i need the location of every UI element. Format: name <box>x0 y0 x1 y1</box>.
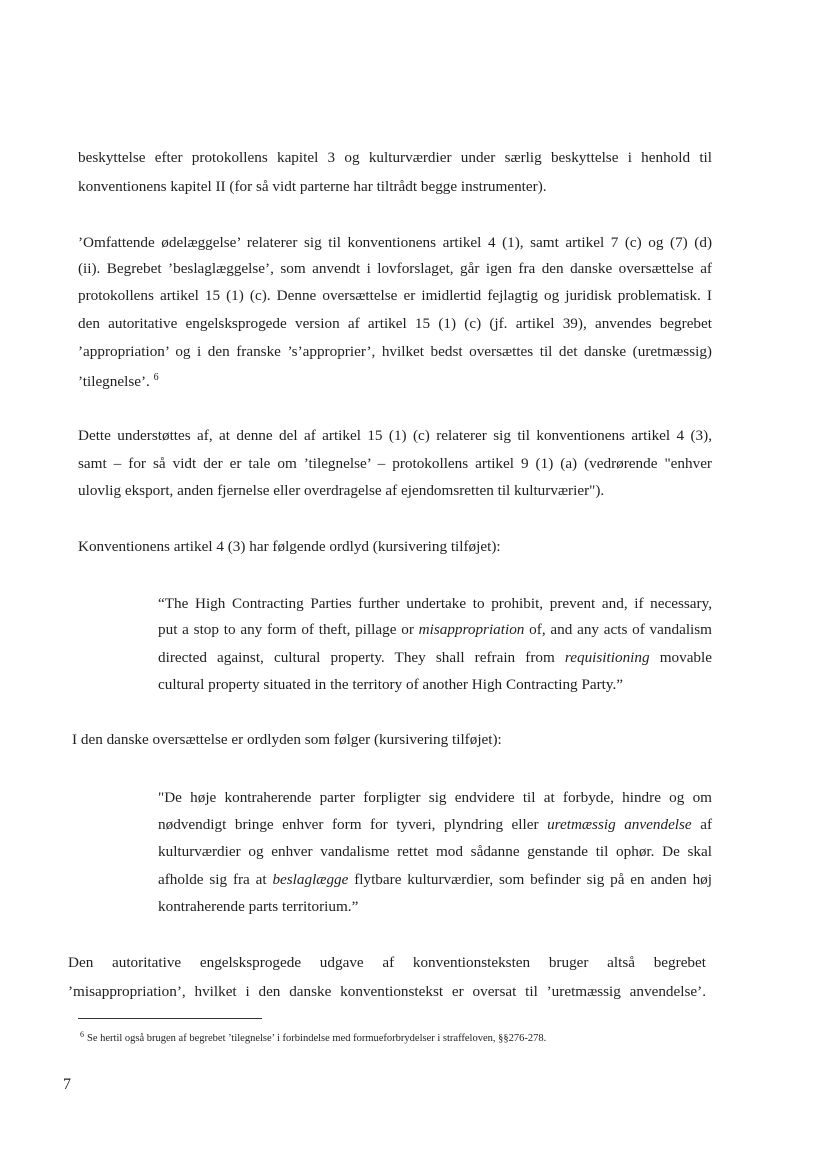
paragraph-2-line-3: protokollens artikel 15 (1) (c). Denne oversættelse er imidlertid fejlagtig og juridisk problematisk. I <box>78 287 712 304</box>
quote-en-line-2 <box>158 620 712 640</box>
quote-da-line-4-b: flytbare kulturværdier, som befinder sig på en anden høj <box>348 871 712 888</box>
quote-en-line-3-a: directed against, cultural property. They shall refrain from <box>158 649 565 666</box>
footnote-separator <box>78 1018 262 1019</box>
paragraph-4: Konventionens artikel 4 (3) har følgende ordlyd (kursivering tilføjet): <box>78 538 501 555</box>
footnote-number: 6 <box>80 1030 84 1039</box>
quote-da-line-4 <box>158 870 712 890</box>
quote-en-line-3 <box>158 648 712 668</box>
quote-da-italic-beslaglaegge: beslaglægge <box>272 871 349 888</box>
quote-en-italic-requisitioning: requisitioning <box>564 649 650 666</box>
quote-en-line-2-b: of, and any acts of vandalism <box>524 621 712 638</box>
quote-en-italic-misappropriation: misappropriation <box>418 621 525 638</box>
paragraph-5: I den danske oversættelse er ordlyden som følger (kursivering tilføjet): <box>72 731 502 748</box>
quote-da-line-2-a: nødvendigt bringe enhver form for tyveri, plyndring eller <box>158 816 548 833</box>
paragraph-3-line-3: ulovlig eksport, anden fjernelse eller overdragelse af ejendomsretten til kulturværier"). <box>78 482 605 499</box>
paragraph-2-line-1: ’Omfattende ødelæggelse’ relaterer sig til konventionens artikel 4 (1), samt artikel 7 (c) og (7) (d) <box>78 234 712 251</box>
paragraph-1-line-1: beskyttelse efter protokollens kapitel 3 og kulturværdier under særlig beskyttelse i henhold til <box>78 149 712 166</box>
quote-en-line-2-a: put a stop to any form of theft, pillage or <box>158 621 419 638</box>
quote-da-italic-uretmaessig: uretmæssig anvendelse <box>547 816 692 833</box>
quote-en-line-1: “The High Contracting Parties further undertake to prohibit, prevent and, if necessary, <box>158 595 712 612</box>
paragraph-6-line-2: ’misappropriation’, hvilket i den danske konventionstekst er oversat til ’uretmæssig anvendelse’. <box>68 983 706 1000</box>
paragraph-1-line-2: konventionens kapitel II (for så vidt parterne har tiltrådt begge instrumenter). <box>78 178 547 195</box>
paragraph-2-last-text: ’tilegnelse’. <box>78 373 150 390</box>
quote-en-line-4: cultural property situated in the territory of another High Contracting Party.” <box>158 676 624 693</box>
quote-da-line-2 <box>158 815 712 835</box>
quote-da-line-5: kontraherende parts territorium.” <box>158 898 359 915</box>
paragraph-6-line-1: Den autoritative engelsksprogede udgave af konventionsteksten bruger altså begrebet <box>68 954 706 971</box>
quote-da-line-4-a: afholde sig fra at <box>158 871 273 888</box>
page-number: 7 <box>63 1076 71 1093</box>
paragraph-2-line-4: den autoritative engelsksprogede version af artikel 15 (1) (c) (jf. artikel 39), anvendes begrebet <box>78 315 712 332</box>
quote-da-line-3: kulturværdier og enhver vandalisme rettet mod sådanne genstande til ophør. De skal <box>158 843 712 860</box>
footnote-reference[interactable]: 6 <box>153 372 159 383</box>
paragraph-2-line-2: (ii). Begrebet ’beslaglæggelse’, som anvendt i lovforslaget, går igen fra den danske oversættelse af <box>78 260 712 277</box>
paragraph-2-line-6 <box>78 368 712 392</box>
paragraph-3-line-1: Dette understøttes af, at denne del af artikel 15 (1) (c) relaterer sig til konventionens artikel 4 (3), <box>78 427 712 444</box>
quote-en-line-3-b: movable <box>649 649 712 666</box>
paragraph-2-line-5: ’appropriation’ og i den franske ’s’approprier’, hvilket bedst oversættes til det danske (uretmæssig) <box>78 343 712 360</box>
footnote-text: Se hertil også brugen af begrebet ’tilegnelse’ i forbindelse med formueforbrydelser i straffeloven, §§276-278. <box>87 1033 547 1044</box>
paragraph-3-line-2: samt – for så vidt der er tale om ’tilegnelse’ – protokollens artikel 9 (1) (a) (vedrørende "enhver <box>78 455 712 472</box>
footnote <box>80 1028 720 1046</box>
quote-da-line-1: "De høje kontraherende parter forpligter sig endvidere til at forbyde, hindre og om <box>158 789 712 806</box>
quote-da-line-2-b: af <box>691 816 712 833</box>
